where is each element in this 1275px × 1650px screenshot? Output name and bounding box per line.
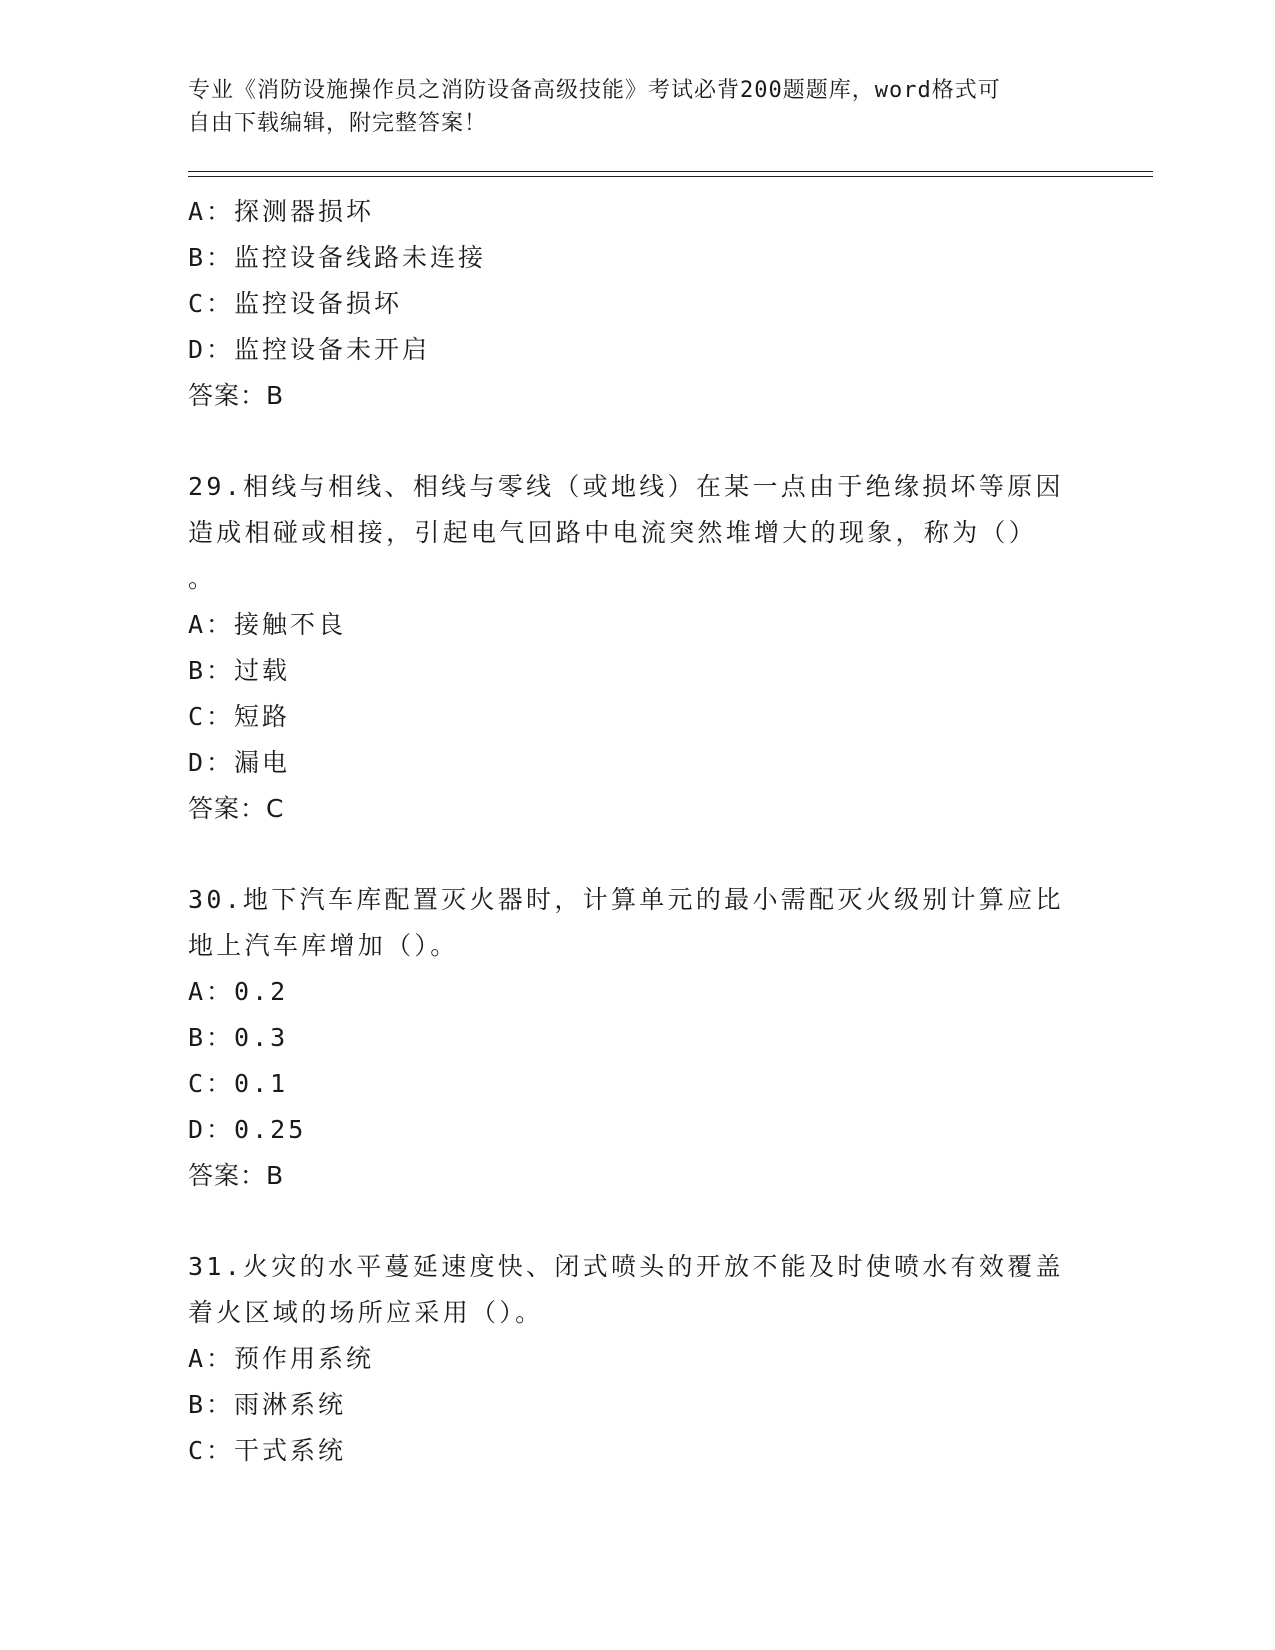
spacer [188, 1199, 1088, 1244]
option-b: B：过载 [188, 656, 291, 685]
question-stem-line: 着火区域的场所应采用（）。 [188, 1298, 544, 1327]
option-d: D：监控设备未开启 [188, 335, 431, 364]
document-header [188, 74, 1068, 140]
option-a: A：0.2 [188, 977, 289, 1006]
option-c: C：监控设备损坏 [188, 289, 403, 318]
spacer [188, 419, 1088, 464]
header-line-1: 专业《消防设施操作员之消防设备高级技能》考试必背200题题库，word格式可 [188, 78, 1001, 103]
spacer [188, 832, 1088, 877]
option-c: C：0.1 [188, 1069, 289, 1098]
answer-line: 答案：B [188, 381, 285, 410]
question-block [188, 189, 1088, 419]
question-stem-line: 造成相碰或相接，引起电气回路中电流突然堆增大的现象，称为（） [188, 518, 1038, 547]
question-block [188, 877, 1088, 1199]
question-stem-line: 地上汽车库增加（）。 [188, 931, 459, 960]
question-stem-line: 。 [188, 564, 217, 593]
option-a: A：预作用系统 [188, 1344, 375, 1373]
question-stem-line: 31.火灾的水平蔓延速度快、闭式喷头的开放不能及时使喷水有效覆盖 [188, 1252, 1064, 1281]
option-a: A：接触不良 [188, 610, 347, 639]
option-d: D：0.25 [188, 1115, 307, 1144]
answer-line: 答案：C [188, 794, 285, 823]
option-a: A：探测器损坏 [188, 197, 375, 226]
option-c: C：短路 [188, 702, 291, 731]
option-b: B：0.3 [188, 1023, 289, 1052]
header-rule-top [188, 171, 1153, 172]
option-b: B：雨淋系统 [188, 1390, 347, 1419]
question-block [188, 464, 1088, 832]
question-stem-line: 29.相线与相线、相线与零线（或地线）在某一点由于绝缘损坏等原因 [188, 472, 1064, 501]
option-c: C：干式系统 [188, 1436, 347, 1465]
header-line-2: 自由下载编辑，附完整答案！ [188, 111, 488, 136]
question-block [188, 1244, 1088, 1474]
answer-line: 答案：B [188, 1161, 285, 1190]
question-list [188, 189, 1088, 1474]
header-rule-bottom [188, 176, 1153, 177]
option-d: D：漏电 [188, 748, 291, 777]
question-stem-line: 30.地下汽车库配置灭火器时，计算单元的最小需配灭火级别计算应比 [188, 885, 1064, 914]
option-b: B：监控设备线路未连接 [188, 243, 487, 272]
